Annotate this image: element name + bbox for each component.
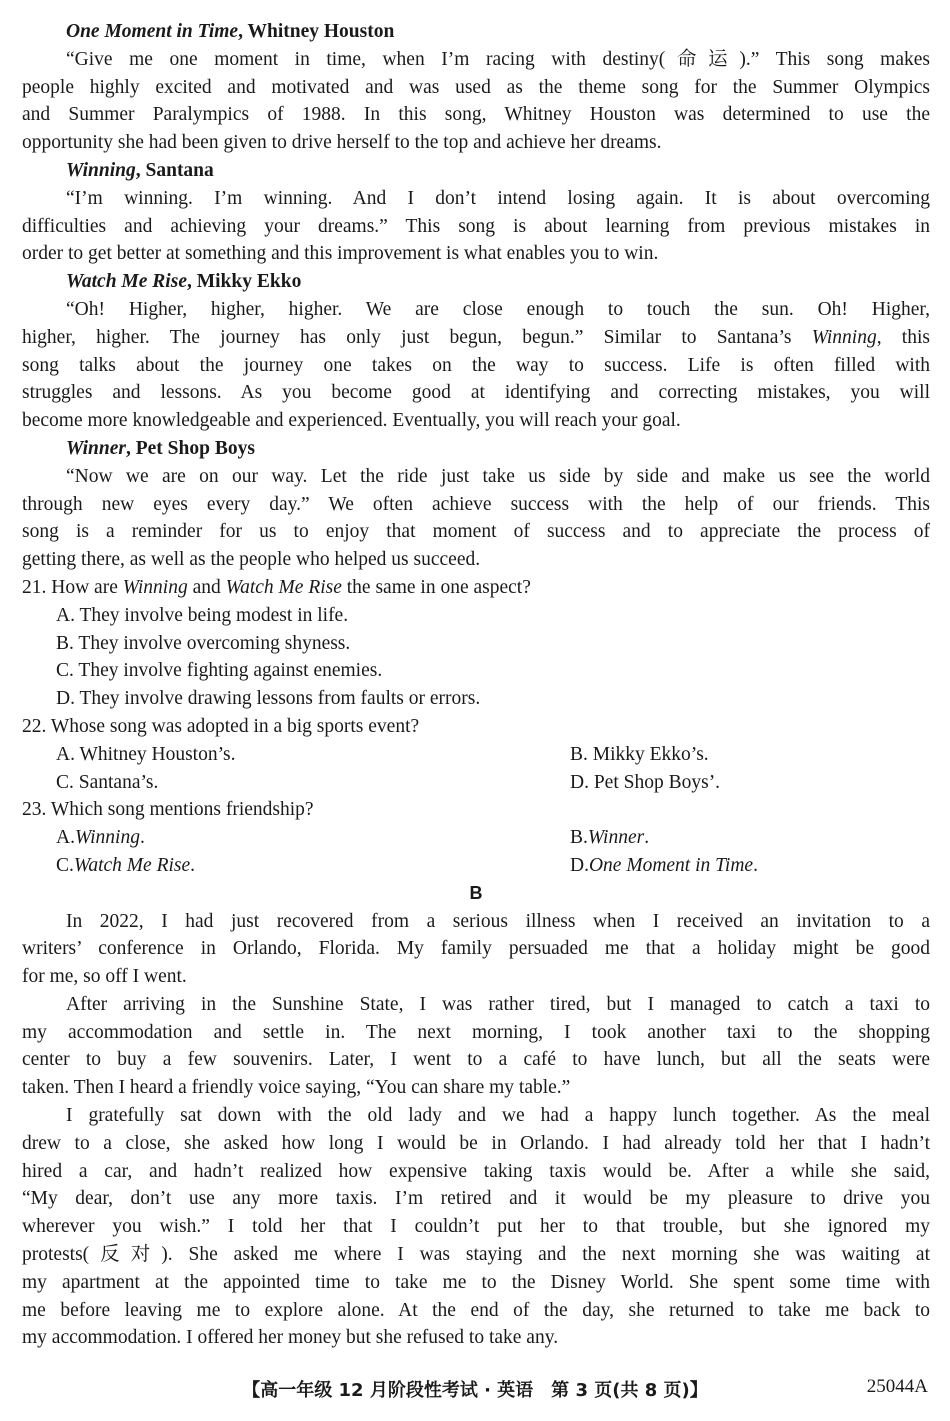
page-content bbox=[22, 18, 930, 1352]
text-line: opportunity she had been given to drive herself to the top and achieve her dreams. bbox=[22, 132, 662, 154]
text-line: struggles and lessons. As you become good at identifying and correcting mistakes, you will bbox=[22, 382, 930, 404]
option-c: C.Watch Me Rise. bbox=[56, 854, 196, 876]
option-row bbox=[22, 741, 930, 769]
option-a: A. They involve being modest in life. bbox=[56, 604, 349, 626]
song-title: Winner bbox=[66, 437, 126, 459]
text-line: I gratefully sat down with the old lady and we had a happy lunch together. As the meal bbox=[66, 1105, 930, 1127]
text-line: “Now we are on our way. Let the ride just take us side by side and make us see the world bbox=[66, 465, 930, 487]
text-line: After arriving in the Sunshine State, I was rather tired, but I managed to catch a taxi to bbox=[66, 993, 930, 1015]
text-line: song is a reminder for us to enjoy that moment of success and to appreciate the process of bbox=[22, 521, 930, 543]
text-line: higher, higher. The journey has only just begun, begun.” Similar to Santana’s Winning, this bbox=[22, 326, 930, 348]
text-line: people highly excited and motivated and was used as the theme song for the Summer Olympics bbox=[22, 76, 930, 98]
text-line: “My dear, don’t use any more taxis. I’m retired and it would be my pleasure to drive you bbox=[22, 1188, 930, 1210]
option-row bbox=[22, 824, 930, 852]
song-heading: Watch Me Rise, Mikky Ekko bbox=[66, 271, 302, 293]
song-artist: Whitney Houston bbox=[247, 21, 395, 42]
paper-code: 25044A bbox=[866, 1376, 928, 1397]
question-22: 22. Whose song was adopted in a big sports event? bbox=[22, 715, 420, 737]
option-d: D.One Moment in Time. bbox=[570, 854, 758, 876]
text-line: hired a car, and hadn’t realized how expensive taking taxis would be. After a while she said, bbox=[22, 1160, 930, 1182]
text-line: “Give me one moment in time, when I’m racing with destiny(命运).” This song makes bbox=[66, 48, 930, 70]
song-title: Winning bbox=[66, 159, 136, 181]
text-line: taken. Then I heard a friendly voice saying, “You can share my table.” bbox=[22, 1077, 571, 1099]
option-row bbox=[22, 769, 930, 797]
question-21: 21. How are Winning and Watch Me Rise the same in one aspect? bbox=[22, 576, 531, 598]
text-line: center to buy a few souvenirs. Later, I went to a café to have lunch, but all the seats were bbox=[22, 1049, 930, 1071]
song-heading: One Moment in Time, Whitney Houston bbox=[66, 21, 395, 42]
option-a: A. Whitney Houston’s. bbox=[56, 743, 236, 765]
text-line: wherever you wish.” I told her that I couldn’t put her to that trouble, but she ignored my bbox=[22, 1216, 930, 1238]
text-line: my accommodation and settle in. The next morning, I took another taxi to the shopping bbox=[22, 1021, 930, 1043]
text-line: my apartment at the appointed time to take me to the Disney World. She spent some time with bbox=[22, 1271, 930, 1293]
text-line: getting there, as well as the people who helped us succeed. bbox=[22, 549, 481, 571]
song-artist: Pet Shop Boys bbox=[135, 437, 255, 459]
option-b: B. Mikky Ekko’s. bbox=[570, 743, 709, 765]
text-line: drew to a close, she asked how long I would be in Orlando. I had already told her that I hadn’t bbox=[22, 1132, 930, 1154]
option-d: D. They involve drawing lessons from faults or errors. bbox=[56, 688, 481, 710]
option-c: C. They involve fighting against enemies. bbox=[56, 660, 383, 682]
text-line: In 2022, I had just recovered from a serious illness when I received an invitation to a bbox=[66, 910, 930, 932]
section-label: B bbox=[469, 882, 483, 903]
option-b: B.Winner. bbox=[570, 827, 650, 849]
text-line: “I’m winning. I’m winning. And I don’t intend losing again. It is about overcoming bbox=[66, 187, 930, 209]
text-line: song talks about the journey one takes on the way to success. Life is often filled with bbox=[22, 354, 930, 376]
song-artist: Mikky Ekko bbox=[196, 271, 302, 293]
option-c: C. Santana’s. bbox=[56, 771, 159, 793]
song-title: Watch Me Rise bbox=[66, 271, 187, 293]
text-line: order to get better at something and this improvement is what enables you to win. bbox=[22, 243, 659, 265]
question-23: 23. Which song mentions friendship? bbox=[22, 799, 314, 821]
text-line: protests(反对). She asked me where I was staying and the next morning she was waiting at bbox=[22, 1244, 930, 1266]
text-line: difficulties and achieving your dreams.” This song is about learning from previous mistakes in bbox=[22, 215, 930, 237]
option-d: D. Pet Shop Boys’. bbox=[570, 771, 721, 793]
option-row bbox=[22, 852, 930, 880]
song-heading: Winning, Santana bbox=[66, 159, 214, 181]
song-title: One Moment in Time bbox=[66, 21, 239, 42]
text-line: for me, so off I went. bbox=[22, 966, 187, 988]
text-line: me before leaving me to explore alone. At the end of the day, she returned to take me back to bbox=[22, 1299, 930, 1321]
footer-title: 【高一年级 12 月阶段性考试 · 英语 第 3 页(共 8 页)】 bbox=[242, 1380, 708, 1401]
text-line: my accommodation. I offered her money but she refused to take any. bbox=[22, 1327, 559, 1349]
page-footer bbox=[0, 1376, 950, 1406]
text-line: “Oh! Higher, higher, higher. We are close enough to touch the sun. Oh! Higher, bbox=[66, 298, 930, 320]
option-a: A.Winning. bbox=[56, 827, 145, 849]
text-line: through new eyes every day.” We often achieve success with the help of our friends. This bbox=[22, 493, 930, 515]
song-heading: Winner, Pet Shop Boys bbox=[66, 437, 255, 459]
option-b: B. They involve overcoming shyness. bbox=[56, 632, 351, 654]
text-line: become more knowledgeable and experienced. Eventually, you will reach your goal. bbox=[22, 410, 681, 432]
song-artist: Santana bbox=[145, 159, 214, 181]
text-line: writers’ conference in Orlando, Florida. My family persuaded me that a holiday might be good bbox=[22, 938, 930, 960]
text-line: and Summer Paralympics of 1988. In this song, Whitney Houston was determined to use the bbox=[22, 104, 930, 126]
